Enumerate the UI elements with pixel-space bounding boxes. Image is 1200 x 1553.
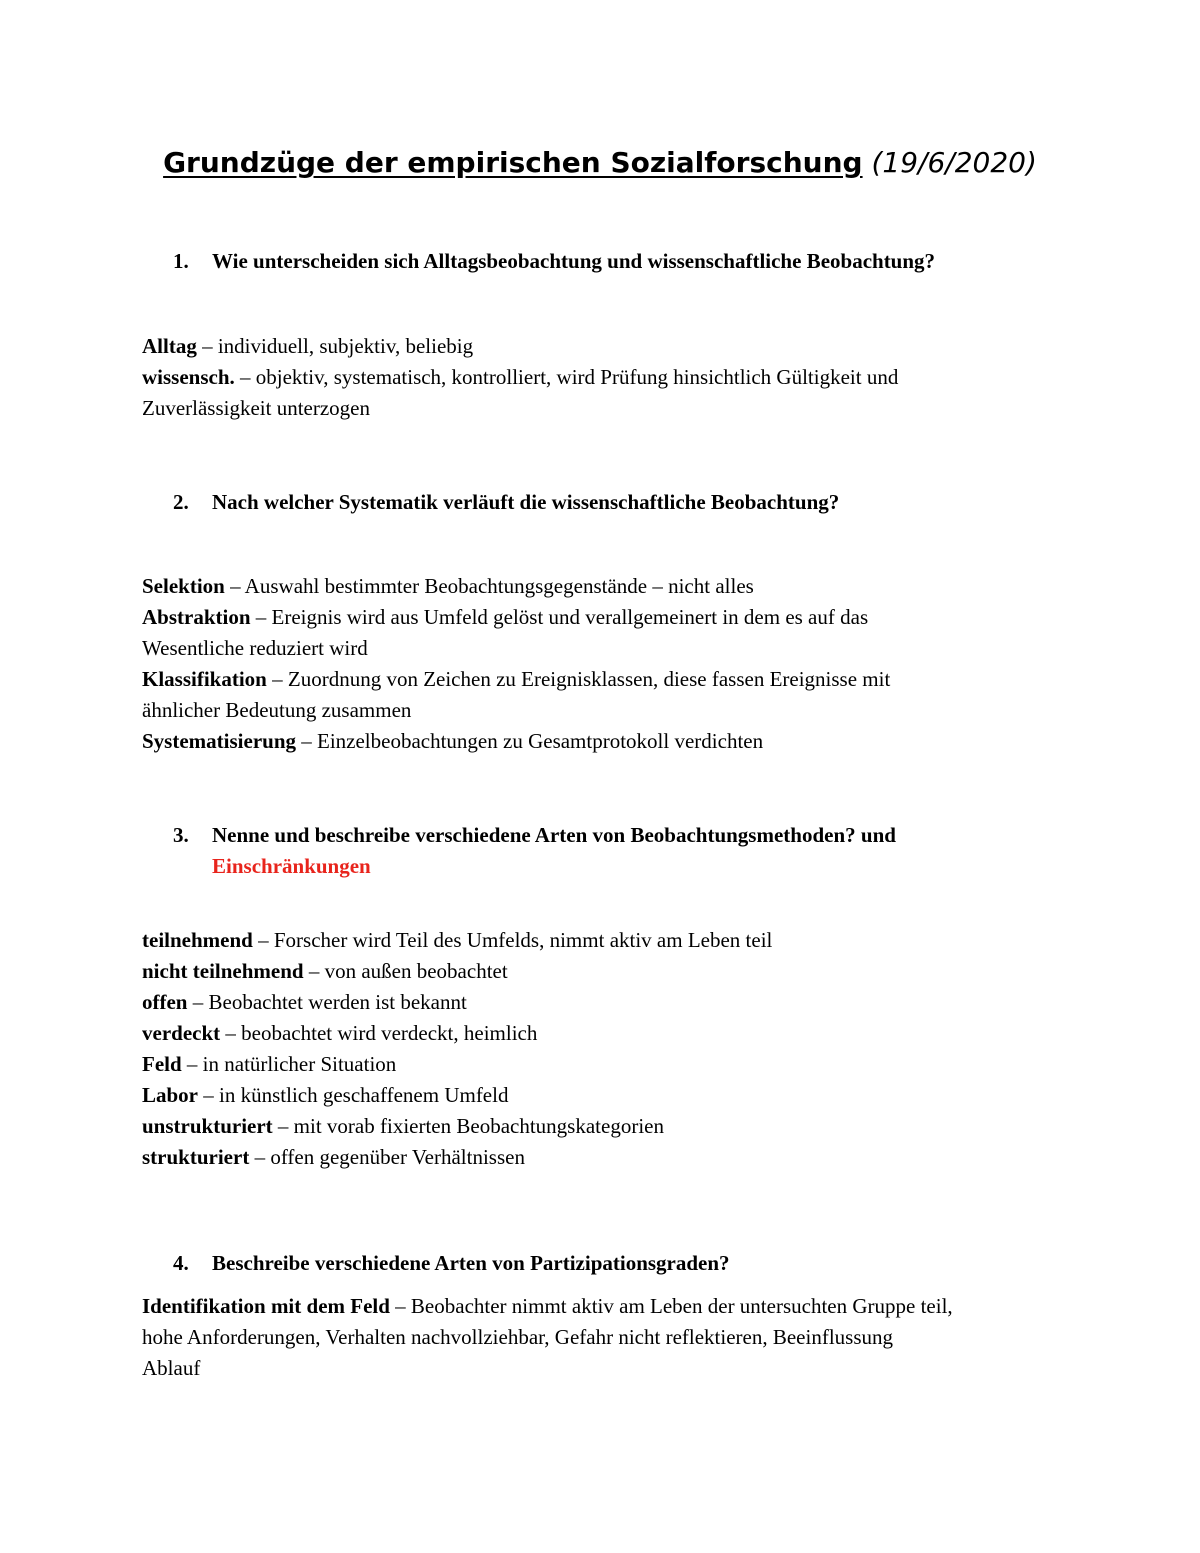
answer-description: – Beobachter nimmt aktiv am Leben der untersuchten Gruppe teil, [389,1294,953,1318]
question-4 [173,1248,1073,1279]
answer-description: – in künstlich geschaffenem Umfeld [198,1083,509,1107]
answer-description: – objektiv, systematisch, kontrolliert, wird Prüfung hinsichtlich Gültigkeit und [234,365,899,389]
question-text: Beschreibe verschiedene Arten von Partizipationsgraden? [212,1251,730,1275]
question-number: 1. [173,249,189,273]
answer-description: – Beobachtet werden ist bekannt [187,990,467,1014]
answer-line [142,1080,1102,1111]
answer-line [142,362,1102,393]
question-1 [173,246,1073,277]
answer-line [142,987,1102,1018]
answer-term: Abstraktion [142,605,251,629]
question-text: Nenne und beschreibe verschiedene Arten von Beobachtungsmethoden? und [212,823,896,847]
answer-term: Alltag [142,334,197,358]
answer-block-1 [142,331,1102,424]
answer-term: Labor [142,1083,199,1107]
answer-description: hohe Anforderungen, Verhalten nachvollziehbar, Gefahr nicht reflektieren, Beeinflussung [142,1325,893,1349]
answer-description: Ablauf [142,1356,201,1380]
answer-line [142,602,1102,633]
question-3 [173,820,1073,882]
answer-line [142,1291,1102,1322]
answer-term: unstrukturiert [142,1114,273,1138]
answer-line [142,695,1102,726]
answer-description: – mit vorab fixierten Beobachtungskategorien [272,1114,664,1138]
answer-term: Feld [142,1052,182,1076]
document-title [0,143,1200,183]
answer-description: – beobachtet wird verdeckt, heimlich [220,1021,538,1045]
answer-block-2 [142,571,1102,757]
question-2 [173,487,1073,518]
answer-line [142,1142,1102,1173]
answer-term: strukturiert [142,1145,250,1169]
answer-line [142,1322,1102,1353]
answer-line [142,1018,1102,1049]
answer-description: – Ereignis wird aus Umfeld gelöst und verallgemeinert in dem es auf das [250,605,869,629]
answer-description: – Einzelbeobachtungen zu Gesamtprotokoll verdichten [296,729,764,753]
answer-line [142,571,1102,602]
answer-block-4 [142,1291,1102,1384]
answer-line [142,633,1102,664]
question-number: 3. [173,823,189,847]
answer-term: nicht teilnehmend [142,959,304,983]
answer-description: Zuverlässigkeit unterzogen [142,396,371,420]
answer-description: – Zuordnung von Zeichen zu Ereignisklassen, diese fassen Ereignisse mit [266,667,891,691]
answer-line [142,726,1102,757]
answer-description: – individuell, subjektiv, beliebig [196,334,474,358]
question-highlight: Einschränkungen [212,854,371,878]
answer-description: – Forscher wird Teil des Umfelds, nimmt aktiv am Leben teil [252,928,773,952]
answer-term: Klassifikation [142,667,267,691]
answer-line [142,956,1102,987]
answer-description: – von außen beobachtet [303,959,508,983]
answer-term: verdeckt [142,1021,221,1045]
answer-description: – offen gegenüber Verhältnissen [249,1145,525,1169]
answer-term: Selektion [142,574,225,598]
answer-term: Identifikation mit dem Feld [142,1294,390,1318]
answer-line [142,1353,1102,1384]
answer-term: wissensch. [142,365,235,389]
answer-line [142,331,1102,362]
question-number: 4. [173,1251,189,1275]
title-date: (19/6/2020) [871,146,1037,179]
question-number: 2. [173,490,189,514]
answer-line [142,925,1102,956]
answer-block-3 [142,925,1102,1173]
question-text: Wie unterscheiden sich Alltagsbeobachtung und wissenschaftliche Beobachtung? [212,249,936,273]
answer-line [142,664,1102,695]
answer-line [142,1049,1102,1080]
title-text: Grundzüge der empirischen Sozialforschung [163,146,863,179]
answer-term: teilnehmend [142,928,253,952]
answer-description: Wesentliche reduziert wird [142,636,368,660]
answer-description: ähnlicher Bedeutung zusammen [142,698,412,722]
answer-term: Systematisierung [142,729,296,753]
answer-term: offen [142,990,188,1014]
answer-line [142,393,1102,424]
answer-line [142,1111,1102,1142]
question-text: Nach welcher Systematik verläuft die wissenschaftliche Beobachtung? [212,490,840,514]
answer-description: – in natürlicher Situation [181,1052,397,1076]
answer-description: – Auswahl bestimmter Beobachtungsgegenstände – nicht alles [224,574,754,598]
